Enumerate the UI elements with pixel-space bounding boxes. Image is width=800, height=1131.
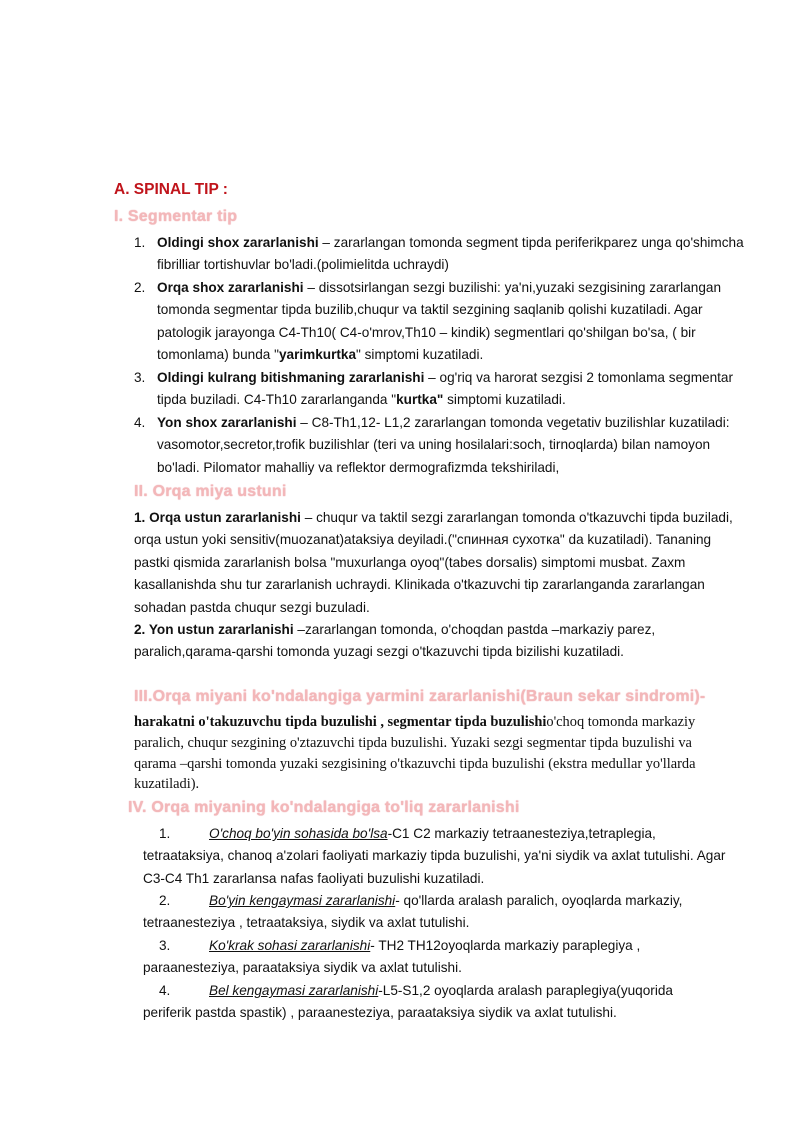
- description: -L5-S1,2 oyoqlarda aralash paraplegiya(yuqorida: [378, 983, 673, 998]
- list-continuation: tetraanesteziya , tetraataksiya, siydik va axlat tutulishi.: [143, 915, 470, 931]
- list-number: 3.: [159, 938, 171, 953]
- description-end: " simptomi kuzatiladi.: [356, 347, 484, 363]
- term: 1. Orqa ustun zararlanishi: [134, 510, 301, 525]
- heading-segmentar-tip: I. Segmentar tip: [114, 208, 238, 225]
- description: – chuqur va taktil sezgi zararlangan tomonda o'tkazuvchi tipda buziladi, orqa ustun yoki sensitiv(muozanat)ataksiya deyiladi.("спинная сухотка" da kuzatiladi). Tananing pastki qismida zararlanish bolsa "muxurlanga oyoq"(tabes dorsalis) simptomi musbat. Zaxm kasallanishda shu tur zararlanish uchraydi. Klinikada o'tkazuvchi tip zararlanganda zararlangan sohadan pastda chuqur sezgi buzuladi.: [134, 510, 733, 615]
- list-number: 4.: [134, 415, 146, 430]
- list-text: [157, 277, 752, 367]
- description: – C8-Th1,12- L1,2 zararlangan tomonda vegetativ buzilishlar kuzatiladi: vasomotor,secretor,trofik buzilishlar (teri va uning hosilalari:soch, tirnoqlarda) bilan namoyon bo'ladi. Pilomator mahalliy va reflektor dermografizmda tekshiriladi,: [157, 415, 730, 475]
- heading-toliq-zararlanish: IV. Orqa miyaning ko'ndalangiga to'liq zararlanishi: [128, 799, 520, 816]
- term-underlined: Ko'krak sohasi zararlanishi: [209, 938, 371, 953]
- term-inline: yarimkurtka: [278, 347, 357, 363]
- term-inline: kurtka": [396, 392, 444, 408]
- list-continuation: periferik pastda spastik) , paraanesteziya, paraataksiya siydik va axlat tutulishi.: [143, 1005, 617, 1021]
- list-continuation: tetraataksiya, chanoq a'zolari faoliyati markaziy tipda buzulishi, ya'ni siydik va axlat tutulishi. Agar C3-C4 Th1 zararlansa nafas faoliyati buzulishi kuzatiladi.: [143, 848, 726, 886]
- term: Oldingi kulrang bitishmaning zararlanishi: [157, 370, 425, 385]
- list-text: [157, 412, 752, 479]
- description: - qo'llarda aralash paralich, oyoqlarda markaziy,: [395, 893, 683, 908]
- list-text: [157, 367, 752, 412]
- term-underlined: O'choq bo'yin sohasida bo'lsa: [209, 826, 388, 841]
- paragraph-yon-ustun: [134, 619, 746, 664]
- paragraph-orqa-ustun: [134, 507, 746, 619]
- term-underlined: Bel kengaymasi zararlanishi: [209, 983, 379, 998]
- description: – zararlangan tomonda segment tipda periferikparez unga qo'shimcha fibrilliar tortishuvlar bo'ladi.(polimielitda uchraydi): [157, 235, 744, 273]
- term: harakatni o'takuzuvchu tipda buzulishi , segmentar tipda buzulishi: [134, 714, 547, 730]
- list-continuation: paraanesteziya, paraataksiya siydik va axlat tutulishi.: [143, 960, 462, 976]
- list-text: [209, 890, 749, 912]
- list-number: 1.: [134, 235, 146, 250]
- term-underlined: Bo'yin kengaymasi zararlanishi: [209, 893, 396, 908]
- heading-orqa-miya-ustuni: II. Orqa miya ustuni: [134, 483, 287, 500]
- list-number: 1.: [159, 826, 171, 841]
- list-number: 4.: [159, 983, 171, 998]
- term: Orqa shox zararlanishi: [157, 280, 304, 295]
- section-title-spinal-tip: A. SPINAL TIP :: [114, 181, 228, 198]
- term: 2. Yon ustun zararlanishi: [134, 622, 294, 637]
- list-text: [209, 935, 749, 957]
- description: – og'riq va harorat sezgisi 2 tomonlama segmentar tipda buziladi. C4-Th10 zararlanganda ": [157, 370, 733, 408]
- list-number: 3.: [134, 370, 146, 385]
- term: Yon shox zararlanishi: [157, 415, 297, 430]
- list-text: [209, 823, 749, 845]
- heading-braun-sekar: III.Orqa miyani ko'ndalangiga yarmini zararlanishi(Braun sekar sindromi)-: [134, 688, 706, 705]
- list-number: 2.: [134, 280, 146, 295]
- description: o'choq tomonda markaziy paralich, chuqur sezgining o'ztazuvchi tipda buzulishi. Yuzaki sezgi segmentar tipda buzulishi va qarama –qarshi tomonda yuzaki sezgisining o'tkazuvchi tipda buzulishi (ekstra medullar yo'llarda kuzatiladi).: [134, 714, 696, 793]
- description: -C1 C2 markaziy tetraanesteziya,tetraplegia,: [387, 826, 656, 841]
- description-end: simptomi kuzatiladi.: [443, 392, 566, 408]
- description: –zararlangan tomonda, o'choqdan pastda –markaziy parez, paralich,qarama-qarshi tomonda yuzagi sezgi o'tkazuvchi tipda bizilishi kuzatiladi.: [134, 622, 656, 660]
- list-text: [209, 980, 749, 1002]
- list-text: [157, 232, 752, 277]
- list-number: 2.: [159, 893, 171, 908]
- description: - TH2 TH12oyoqlarda markaziy paraplegiya ,: [370, 938, 641, 953]
- paragraph-braun-sekar: [134, 712, 734, 795]
- term: Oldingi shox zararlanishi: [157, 235, 319, 250]
- description: – dissotsirlangan sezgi buzilishi: ya'ni,yuzaki sezgisining zararlangan tomonda segmentar tipda buzilib,chuqur va taktil sezgining saqlanib qolishi kuzatiladi. Agar patologik jarayonga C4-Th10( C4-o'mrov,Th10 – kindik) segmentlari qo'shilgan bo'sa, ( bir tomonlama) bunda ": [157, 280, 722, 363]
